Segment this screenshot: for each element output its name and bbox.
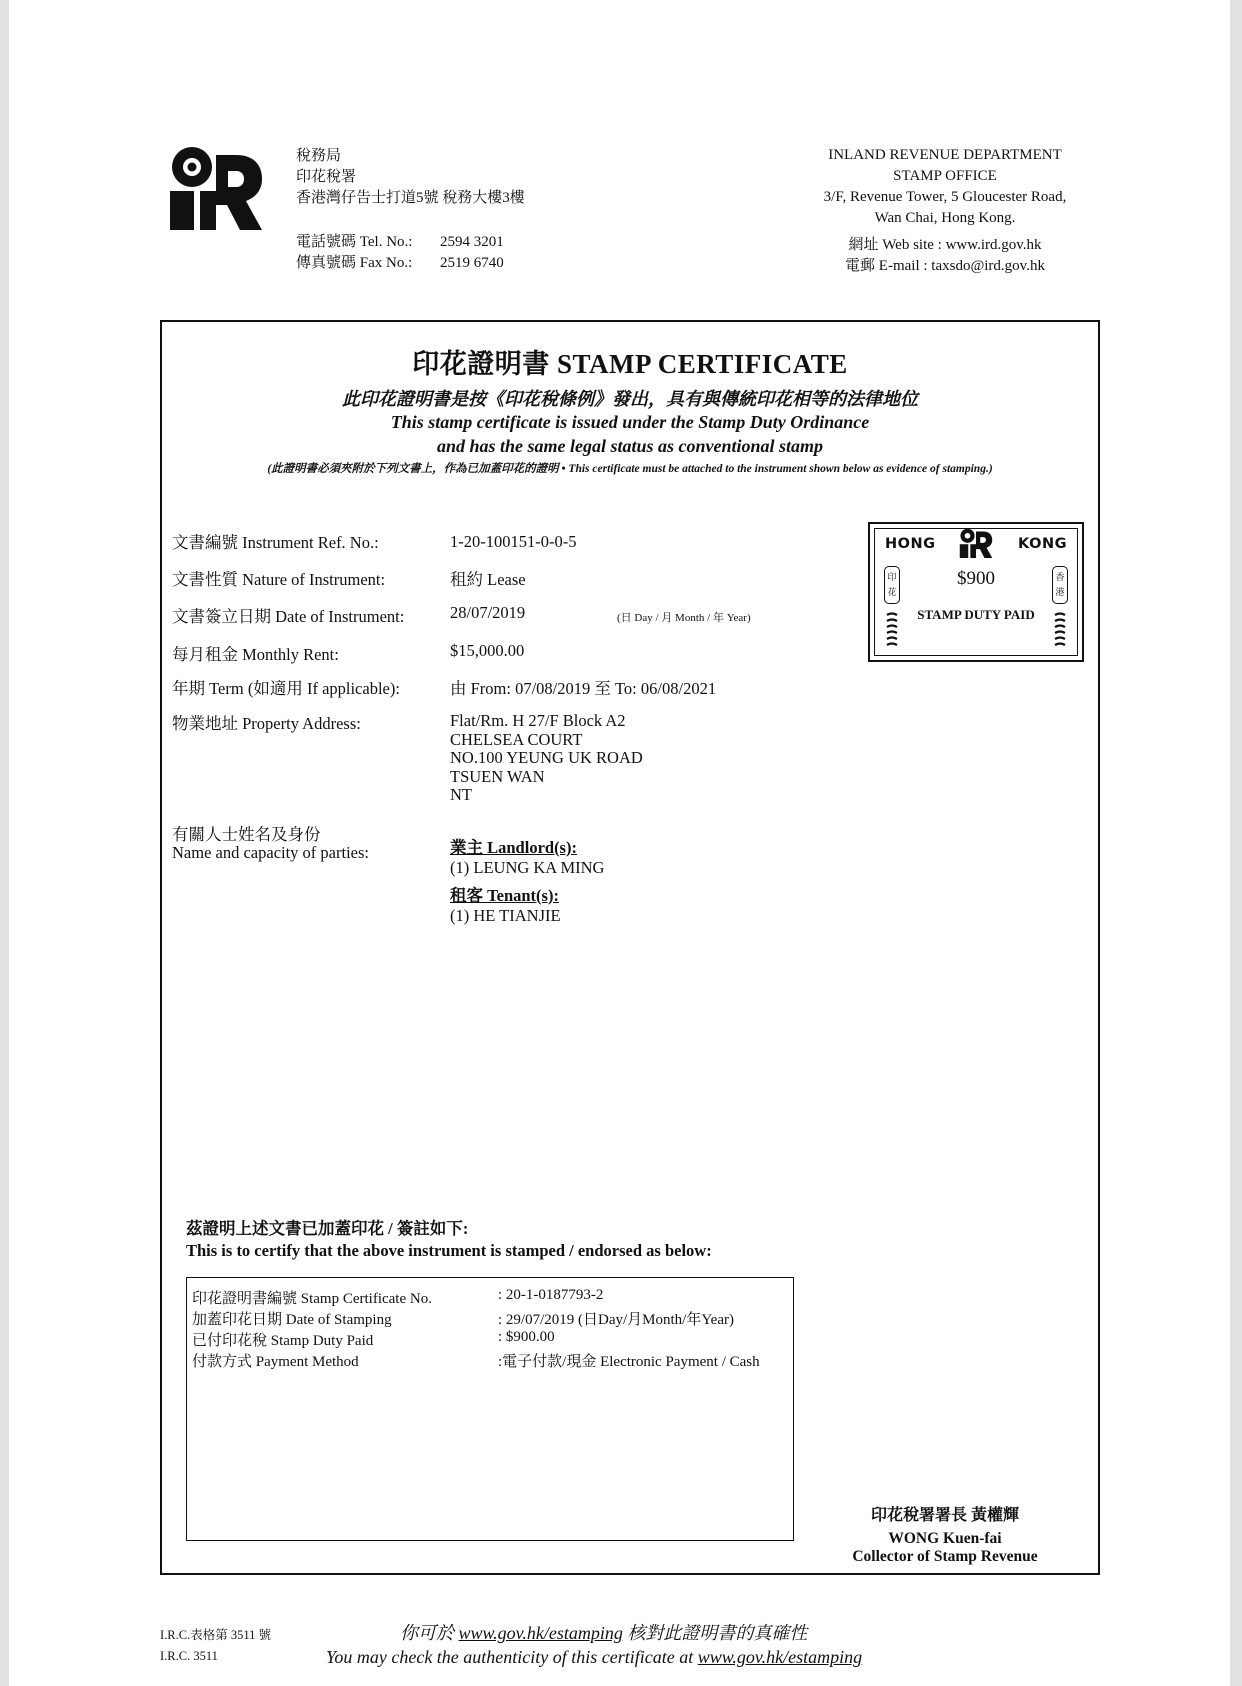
rent-value: $15,000.00 — [450, 641, 525, 660]
landlord-heading: 業主 Landlord(s): — [450, 838, 577, 857]
form-number-zh: I.R.C.表格第 3511 號 — [160, 1628, 271, 1642]
badge-seal-left: 印花 — [884, 566, 900, 604]
header-english-address — [800, 145, 1090, 277]
fax-label: 傳真號碼 Fax No.: — [296, 255, 413, 271]
verify-note-en — [326, 1647, 862, 1668]
address-line: Flat/Rm. H 27/F Block A2 — [450, 711, 626, 730]
badge-ornament-left-icon — [885, 612, 899, 650]
badge-ornament-right-icon — [1053, 612, 1067, 650]
tenant-heading: 租客 Tenant(s): — [450, 886, 559, 905]
date-label: 文書簽立日期 Date of Instrument: — [172, 607, 405, 626]
term-value: 由 From: 07/08/2019 至 To: 06/08/2021 — [450, 679, 717, 698]
duty-paid-value: : $900.00 — [498, 1329, 555, 1345]
duty-paid-label: 已付印花稅 Stamp Duty Paid — [192, 1333, 374, 1349]
address-line-2: Wan Chai, Hong Kong. — [874, 210, 1016, 226]
office-name-en: STAMP OFFICE — [893, 168, 997, 184]
fax-value: 2519 6740 — [440, 255, 504, 271]
address-line: NO.100 YEUNG UK ROAD — [450, 748, 643, 767]
stamping-date-label: 加蓋印花日期 Date of Stamping — [192, 1312, 392, 1328]
tel-value: 2594 3201 — [440, 234, 504, 250]
address-line: CHELSEA COURT — [450, 729, 583, 749]
page-margin-left — [0, 0, 9, 1686]
payment-method-value: :電子付款/現金 Electronic Payment / Cash — [498, 1354, 760, 1370]
estamping-link[interactable]: www.gov.hk/estamping — [458, 1623, 623, 1643]
verify-zh-suffix: 核對此證明書的真確性 — [622, 1623, 808, 1643]
form-number — [160, 1625, 271, 1667]
ref-label: 文書編號 Instrument Ref. No.: — [172, 533, 379, 552]
parties-label-zh: 有關人士姓名及身份 — [172, 825, 321, 844]
collector-title-zh: 印花稅署署長 黃權輝 — [870, 1507, 1019, 1524]
payment-method-label: 付款方式 Payment Method — [192, 1354, 359, 1370]
tel-label: 電話號碼 Tel. No.: — [296, 234, 413, 250]
certificate-title: 印花證明書 STAMP CERTIFICATE — [412, 349, 848, 379]
verify-zh-prefix: 你可於 — [400, 1623, 459, 1643]
parties-label-en: Name and capacity of parties: — [172, 843, 369, 862]
dept-name-zh: 稅務局 — [296, 148, 342, 164]
term-label: 年期 Term (如適用 If applicable): — [172, 679, 400, 698]
certify-statement-en: This is to certify that the above instrument is stamped / endorsed as below: — [186, 1241, 712, 1260]
header-chinese-address — [296, 146, 525, 209]
stamping-detail-row — [192, 1308, 734, 1329]
form-number-en: I.R.C. 3511 — [160, 1649, 218, 1663]
collector-name: WONG Kuen-fai — [888, 1530, 1002, 1547]
contact-numbers — [296, 232, 504, 274]
attachment-note: (此證明書必須夾附於下列文書上，作為已加蓋印花的證明 • This certificate must be attached to the instrument shown below as evidence of stamping.) — [267, 463, 993, 475]
ird-logo-icon — [170, 145, 262, 230]
page-margin-right — [1230, 0, 1242, 1686]
certify-statement-zh: 茲證明上述文書已加蓋印花 / 簽註如下: — [186, 1219, 469, 1238]
collector-title-en: Collector of Stamp Revenue — [852, 1548, 1038, 1565]
dept-name-en: INLAND REVENUE DEPARTMENT — [828, 147, 1062, 163]
tenant-name: (1) HE TIANJIE — [450, 906, 561, 925]
email-link[interactable]: 電郵 E-mail : taxsdo@ird.gov.hk — [845, 258, 1045, 274]
office-name-zh: 印花稅署 — [296, 169, 357, 185]
nature-label: 文書性質 Nature of Instrument: — [172, 570, 386, 589]
badge-seal-right: 香港 — [1052, 566, 1068, 604]
landlord-name: (1) LEUNG KA MING — [450, 858, 605, 877]
stamping-date-value: : 29/07/2019 (日Day/月Month/年Year) — [498, 1312, 734, 1328]
rent-label: 每月租金 Monthly Rent: — [172, 645, 339, 664]
subtitle-en-1: This stamp certificate is issued under the Stamp Duty Ordinance — [390, 412, 870, 432]
parties-list — [450, 834, 604, 930]
badge-ird-logo-icon — [959, 528, 993, 558]
parties-label — [172, 826, 369, 862]
date-format-hint: (日 Day / 月 Month / 年 Year) — [617, 612, 751, 624]
stamping-detail-row — [192, 1350, 760, 1371]
address-label: 物業地址 Property Address: — [172, 714, 361, 733]
badge-caption: STAMP DUTY PAID — [917, 607, 1035, 622]
certificate-no-label: 印花證明書編號 Stamp Certificate No. — [192, 1291, 432, 1307]
website-link[interactable]: 網址 Web site : www.ird.gov.hk — [848, 237, 1042, 253]
badge-kong: KONG — [1018, 536, 1067, 552]
subtitle-en-2: and has the same legal status as conventional stamp — [436, 436, 824, 456]
address-line-1: 3/F, Revenue Tower, 5 Gloucester Road, — [823, 189, 1067, 205]
stamping-detail-row — [192, 1287, 603, 1308]
estamping-link[interactable]: www.gov.hk/estamping — [697, 1647, 863, 1667]
badge-amount: $900 — [957, 568, 995, 589]
address-line: NT — [450, 785, 472, 804]
verify-en-prefix: You may check the authenticity of this certificate at — [326, 1647, 698, 1667]
subtitle-zh: 此印花證明書是按《印花稅條例》發出，具有與傳統印花相等的法律地位 — [342, 389, 918, 409]
badge-hong: HONG — [885, 536, 936, 552]
stamp-duty-badge — [868, 522, 1084, 662]
verify-note-zh — [400, 1619, 807, 1645]
ref-value: 1-20-100151-0-0-5 — [450, 532, 577, 551]
address-zh: 香港灣仔告士打道5號 稅務大樓3樓 — [296, 190, 525, 206]
stamping-detail-row — [192, 1329, 555, 1350]
property-address — [450, 712, 643, 805]
date-value: 28/07/2019 — [450, 603, 526, 622]
address-line: TSUEN WAN — [450, 766, 545, 786]
nature-value: 租約 Lease — [450, 570, 526, 589]
certificate-no-value: : 20-1-0187793-2 — [498, 1287, 604, 1303]
